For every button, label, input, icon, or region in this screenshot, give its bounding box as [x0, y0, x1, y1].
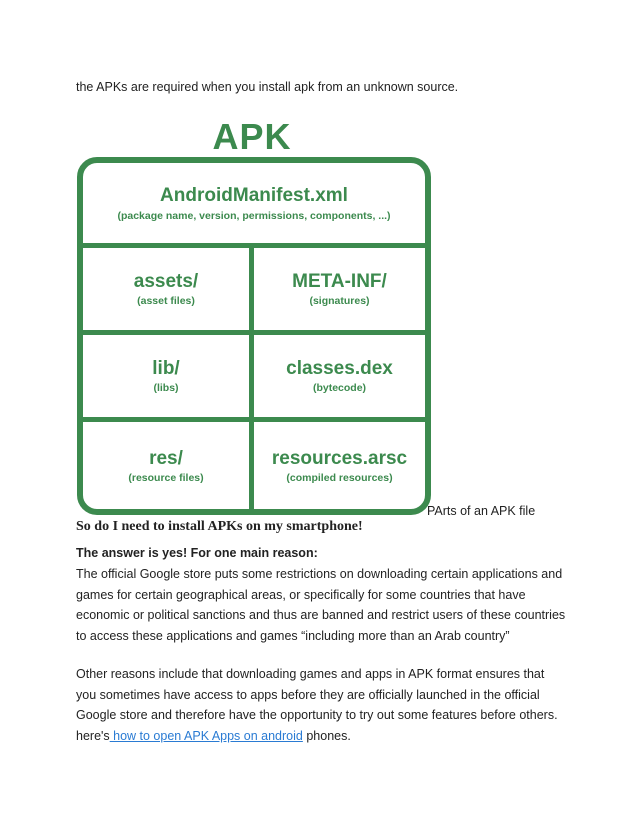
cell-desc: (resource files) [128, 471, 204, 484]
section-heading: So do I need to install APKs on my smartphone! [76, 519, 363, 534]
cell-name: classes.dex [286, 358, 393, 379]
component-grid [83, 248, 425, 509]
manifest-name: AndroidManifest.xml [160, 185, 348, 206]
cell-name: lib/ [152, 358, 180, 379]
paragraph-other-reasons [76, 664, 566, 746]
answer-line: The answer is yes! For one main reason: [76, 546, 318, 560]
cell-desc: (signatures) [309, 295, 370, 307]
cell-name: res/ [149, 447, 183, 469]
cell-desc: (asset files) [137, 295, 195, 307]
paragraph-restrictions: The official Google store puts some restrictions on downloading certain applications and games for certain geographical areas, or specifically for some countries that have economic or political sanctions and thus are banned and restrict users of these countries to access these applications and games “including more than an Arab country” [76, 567, 566, 643]
intro-text: the APKs are required when you install apk from an unknown source. [76, 80, 459, 94]
how-to-open-apk-link[interactable]: how to open APK Apps on android [109, 728, 303, 743]
diagram-title: APK [212, 116, 292, 157]
cell-resources-arsc [254, 422, 425, 509]
cell-desc: (compiled resources) [286, 471, 393, 484]
diagram-frame [77, 157, 431, 515]
cell-meta-inf [254, 248, 425, 335]
paragraph-text: Other reasons include that downloading games and apps in APK format ensures that you sometimes have access to apps before they are officially launched in the official Google store and therefore have the opportunity to try out some features before others. here's [76, 667, 558, 743]
manifest-box [83, 163, 425, 248]
apk-structure-diagram [73, 112, 431, 517]
cell-name: assets/ [133, 271, 199, 292]
cell-desc: (bytecode) [312, 382, 367, 394]
cell-classes-dex [254, 335, 425, 422]
cell-res [83, 422, 254, 509]
cell-name: resources.arsc [271, 447, 408, 469]
cell-assets [83, 248, 254, 335]
paragraph-tail: phones. [302, 728, 351, 743]
cell-name: META-INF/ [292, 271, 387, 292]
manifest-description: (package name, version, permissions, components, ...) [117, 210, 391, 222]
figure-caption: PArts of an APK file [427, 504, 536, 518]
cell-desc: (libs) [153, 382, 179, 394]
cell-lib [83, 335, 254, 422]
